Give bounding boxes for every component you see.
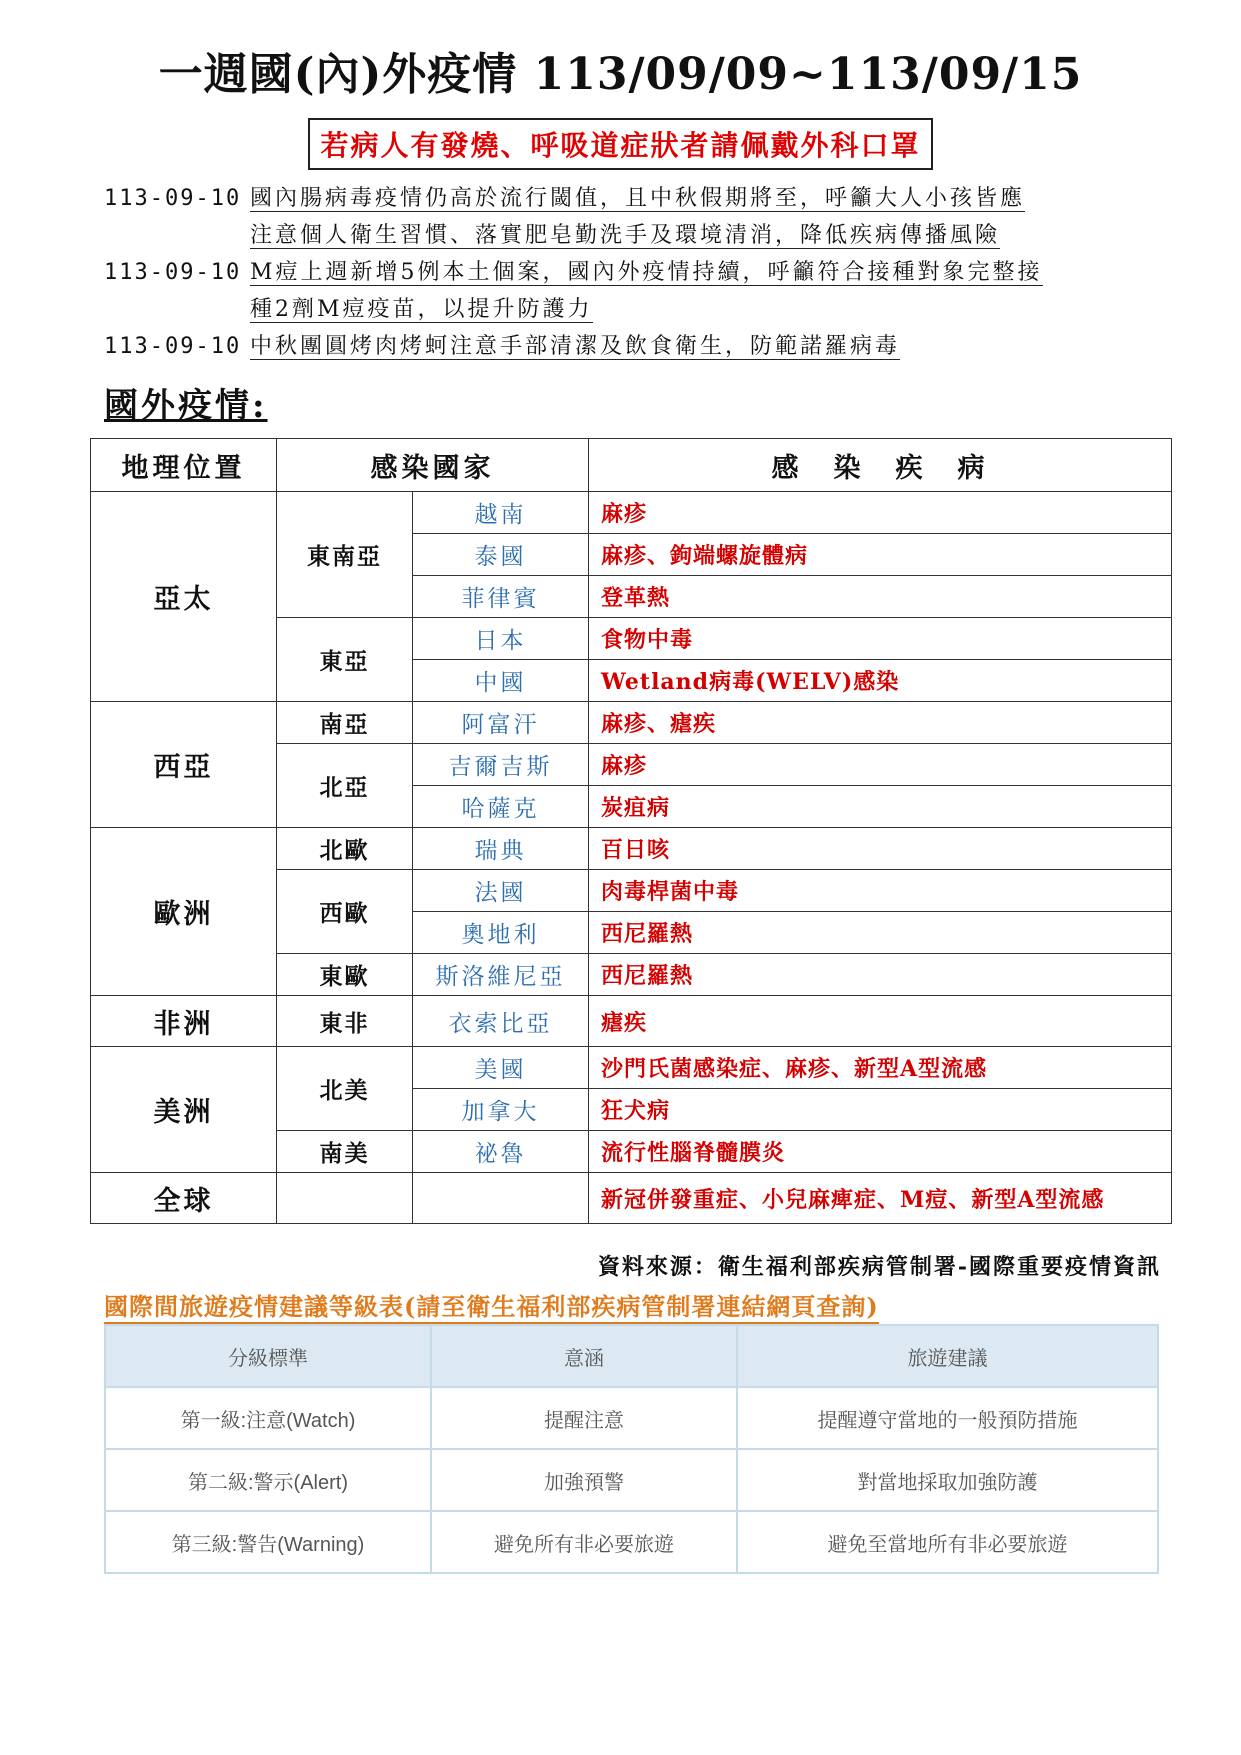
level-cell: 避免所有非必要旅遊 [431,1511,737,1573]
country-cell: 菲律賓 [413,576,589,618]
disease-cell: 麻疹 [589,492,1172,534]
table-row [105,1511,1158,1573]
section-title: 國外疫情: [104,386,268,426]
level-cell: 提醒注意 [431,1387,737,1449]
level-header: 意涵 [431,1325,737,1387]
country-cell: 中國 [413,660,589,702]
subregion-cell: 東南亞 [277,492,413,618]
level-cell: 提醒遵守當地的一般預防措施 [737,1387,1158,1449]
news-item [104,180,1194,254]
news-item [104,254,1194,328]
region-cell: 歐洲 [91,828,277,996]
travel-level-table [104,1324,1159,1574]
country-cell [413,1173,589,1224]
disease-cell: 流行性腦脊髓膜炎 [589,1131,1172,1173]
level-cell: 對當地採取加強防護 [737,1449,1158,1511]
disease-cell: 瘧疾 [589,996,1172,1047]
subregion-cell: 東非 [277,996,413,1047]
country-cell: 美國 [413,1047,589,1089]
disease-cell: 麻疹、鉤端螺旋體病 [589,534,1172,576]
country-cell: 瑞典 [413,828,589,870]
disease-cell: 登革熱 [589,576,1172,618]
country-cell: 斯洛維尼亞 [413,954,589,996]
subregion-cell: 南亞 [277,702,413,744]
region-cell: 西亞 [91,702,277,828]
level-header: 分級標準 [105,1325,431,1387]
subregion-cell: 東歐 [277,954,413,996]
country-cell: 奧地利 [413,912,589,954]
region-cell: 美洲 [91,1047,277,1173]
region-cell: 非洲 [91,996,277,1047]
region-cell: 亞太 [91,492,277,702]
header-country: 感染國家 [277,439,589,492]
disease-cell: 麻疹、瘧疾 [589,702,1172,744]
country-cell: 阿富汗 [413,702,589,744]
disease-cell: 肉毒桿菌中毒 [589,870,1172,912]
page-title: 一週國(內)外疫情 113/09/09~113/09/15 [158,49,1083,100]
header-disease: 感 染 疾 病 [589,439,1172,492]
news-date: 113-09-10 [104,334,242,359]
table-row [105,1387,1158,1449]
level-cell: 第三級:警告(Warning) [105,1511,431,1573]
news-date: 113-09-10 [104,260,242,285]
news-line: 注意個人衛生習慣、落實肥皂勤洗手及環境清消，降低疾病傳播風險 [250,223,1001,248]
level-cell: 第二級:警示(Alert) [105,1449,431,1511]
subregion-cell: 南美 [277,1131,413,1173]
country-cell: 加拿大 [413,1089,589,1131]
table-row [105,1449,1158,1511]
empty-cell [277,1173,413,1224]
source-note: 資料來源：衛生福利部疾病管制署-國際重要疫情資訊 [597,1254,1161,1280]
country-cell: 法國 [413,870,589,912]
disease-cell: 百日咳 [589,828,1172,870]
subregion-cell: 西歐 [277,870,413,954]
country-cell: 泰國 [413,534,589,576]
disease-cell: 炭疽病 [589,786,1172,828]
subregion-cell: 北歐 [277,828,413,870]
news-line: M痘上週新增5例本土個案，國內外疫情持續，呼籲符合接種對象完整接 [250,260,1043,285]
disease-cell: 麻疹 [589,744,1172,786]
disease-cell: 食物中毒 [589,618,1172,660]
news-line: 國內腸病毒疫情仍高於流行閾值，且中秋假期將至，呼籲大人小孩皆應 [250,186,1026,211]
subregion-cell: 北美 [277,1047,413,1131]
country-cell: 越南 [413,492,589,534]
disease-cell: 西尼羅熱 [589,954,1172,996]
news-item [104,328,1194,365]
disease-cell: Wetland病毒(WELV)感染 [589,660,1172,702]
travel-advisory-link[interactable]: 國際間旅遊疫情建議等級表(請至衛生福利部疾病管制署連結網頁查詢) [104,1287,879,1324]
country-cell: 哈薩克 [413,786,589,828]
level-cell: 避免至當地所有非必要旅遊 [737,1511,1158,1573]
disease-cell: 狂犬病 [589,1089,1172,1131]
level-cell: 加強預警 [431,1449,737,1511]
header-region: 地理位置 [91,439,277,492]
region-cell: 全球 [91,1173,277,1224]
disease-cell: 西尼羅熱 [589,912,1172,954]
disease-cell: 沙門氏菌感染症、麻疹、新型A型流感 [589,1047,1172,1089]
country-cell: 吉爾吉斯 [413,744,589,786]
level-cell: 第一級:注意(Watch) [105,1387,431,1449]
mask-warning: 若病人有發燒、呼吸道症狀者請佩戴外科口罩 [308,118,932,170]
country-cell: 衣索比亞 [413,996,589,1047]
disease-cell: 新冠併發重症、小兒麻痺症、M痘、新型A型流感 [589,1173,1172,1224]
country-cell: 祕魯 [413,1131,589,1173]
subregion-cell: 東亞 [277,618,413,702]
news-list [104,180,1194,365]
news-line: 種2劑M痘疫苗，以提升防護力 [250,297,593,322]
level-header: 旅遊建議 [737,1325,1158,1387]
news-line: 中秋團圓烤肉烤蚵注意手部清潔及飲食衛生，防範諾羅病毒 [250,334,901,359]
subregion-cell: 北亞 [277,744,413,828]
news-date: 113-09-10 [104,186,242,211]
epidemic-table [90,438,1172,1224]
country-cell: 日本 [413,618,589,660]
